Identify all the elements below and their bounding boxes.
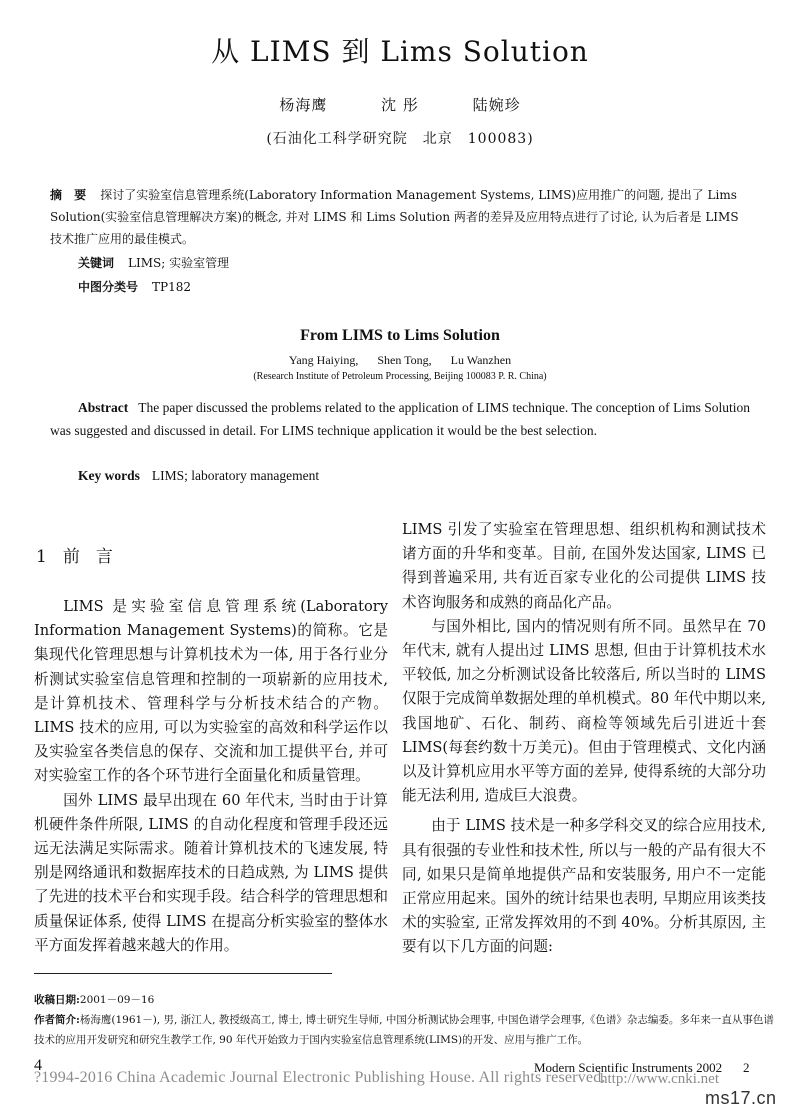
author-name: 陆婉珍 [472, 96, 521, 114]
body-paragraph: 与国外相比, 国内的情况则有所不同。虽然早在 70 年代末, 就有人提出过 LIMS 思想, 但由于计算机技术水平较低, 加之分析测试设备比较落后, 所以当时的 LIMS 仅限于完成简单数据处理的单机模式。80 年代中期以来, 我国地矿、石化、制药、商检等领域先后引进近十套 LIMS(每套约数十万美元)。但由于管理模式、文化内涵以及计算机应用水平等方面的差异, 使得系统的大部分功能无法利用, 造成巨大浪费。 [402, 617, 766, 805]
abstract-text: 探讨了实验室信息管理系统(Laboratory Information Management Systems, LIMS)应用推广的问题, 提出了 Lims Solution(实验室信息管理解决方案)的概念, 并对 LIMS 和 Lims Solution 两者的差异及应用特点进行了讨论, 认为后者是 LIMS 技术推广应用的最佳模式。 [50, 188, 739, 246]
english-author-name: Shen Tong, [377, 353, 432, 367]
english-author-name: Yang Haiying, [288, 353, 359, 367]
english-keywords [78, 468, 319, 484]
body-paragraph: LIMS 引发了实验室在管理思想、组织机构和测试技术诸方面的升华和变革。目前, 在国外发达国家, LIMS 已得到普遍采用, 共有近百家专业化的公司提供 LIMS 技术咨询服务和成熟的商品化产品。 [402, 521, 766, 611]
english-affiliation: (Research Institute of Petroleum Processing, Beijing 100083 P. R. China) [253, 371, 547, 382]
footnotes [34, 990, 774, 1050]
english-abstract [50, 396, 750, 442]
issue-number: 2 [743, 1060, 750, 1075]
received-date [34, 990, 774, 1010]
body-paragraph: 由于 LIMS 技术是一种多学科交叉的综合应用技术, 具有很强的专业性和技术性, 所以与一般的产品有很大不同, 如果只是简单地提供产品和安装服务, 用户不一定能正常应用起来。国外的统计结果也表明, 早期应用该类技术的实验室, 正常发挥效用的不到 40%。分析其原因, 主要有以下几方面的问题: [402, 817, 766, 956]
journal-name: Modern Scientific Instruments 2002 [534, 1060, 723, 1075]
keywords-label: 关键词 [78, 256, 115, 270]
section-title-part: 言 [95, 547, 115, 567]
body-paragraph: LIMS 是实验室信息管理系统(Laboratory Information Management Systems)的简称。它是集现代化管理思想与计算机技术为一体, 用于各行业分析测试实验室信息管理和控制的一项崭新的应用技术, 是计算机技术、管理科学与分析技术结合的产物。LIMS 技术的应用, 可以为实验室的高效和科学运作以及实验室各类信息的保存、交流和加工提供平台, 并可对实验室工作的各个环节进行全面量化和质量管理。 [34, 598, 388, 785]
chinese-keywords [78, 254, 229, 271]
received-label: 收稿日期: [34, 994, 80, 1006]
affiliation: (石油化工科学研究院 北京 100083) [266, 131, 534, 147]
author-bio [34, 1010, 774, 1050]
keywords-text: LIMS; 实验室管理 [128, 256, 230, 270]
clc-value: TP182 [152, 280, 191, 294]
author-name: 沈 彤 [381, 96, 419, 114]
english-abstract-label: Abstract [78, 400, 129, 415]
abstract-label: 摘 要 [50, 188, 91, 202]
english-author-list [0, 353, 800, 368]
section-title-part: 前 [62, 547, 82, 567]
site-logo: ms17.cn [705, 1088, 777, 1108]
body-paragraph: 国外 LIMS 最早出现在 60 年代末, 当时由于计算机硬件条件所限, LIMS 的自动化程度和管理手段还远远无法满足实际需求。随着计算机技术的飞速发展, 特别是网络通讯和数据库技术的日趋成熟, 为 LIMS 提供了先进的技术平台和实现手段。结合科学的管理思想和质量保证体系, 使得 LIMS 在提高分析实验室的整体水平方面发挥着越来越大的作用。 [34, 791, 388, 954]
author-bio-label: 作者简介: [34, 1014, 80, 1026]
footnote-divider [34, 973, 332, 974]
left-column [34, 595, 388, 958]
paper-title: 从 LIMS 到 Lims Solution [211, 35, 589, 68]
english-author-name: Lu Wanzhen [450, 353, 512, 367]
received-value: 2001－09－16 [79, 994, 155, 1006]
clc-label: 中图分类号 [78, 280, 139, 294]
author-list [0, 94, 800, 115]
chinese-abstract [50, 184, 750, 250]
classification-code [78, 278, 191, 295]
english-keywords-text: LIMS; laboratory management [151, 468, 320, 483]
author-bio-text: 杨海鹰(1961－), 男, 浙江人, 教授级高工, 博士, 博士研究生导师, 中国分析测试协会理事, 中国色谱学会理事,《色谱》杂志编委。多年来一直从事色谱技术的应用开发研究和研究生教学工作, 90 年代开始致力于国内实验室信息管理系统(LIMS)的开发、应用与推广工作。 [34, 1014, 774, 1046]
page-number: 4 [34, 1057, 42, 1074]
watermark-url: http://www.cnki.net [600, 1071, 720, 1087]
section-number: 1 [36, 547, 49, 567]
english-keywords-label: Key words [78, 468, 140, 483]
section-heading [36, 542, 115, 567]
english-title: From LIMS to Lims Solution [300, 327, 500, 344]
right-column [402, 518, 766, 960]
copyright-watermark: ?1994-2016 China Academic Journal Electronic Publishing House. All rights reserved. [34, 1069, 606, 1086]
author-name: 杨海鹰 [279, 96, 328, 114]
english-abstract-text: The paper discussed the problems related to the application of LIMS technique. The conception of Lims Solution was suggested and discussed in detail. For LIMS technique application it would be the best selection. [50, 400, 750, 438]
